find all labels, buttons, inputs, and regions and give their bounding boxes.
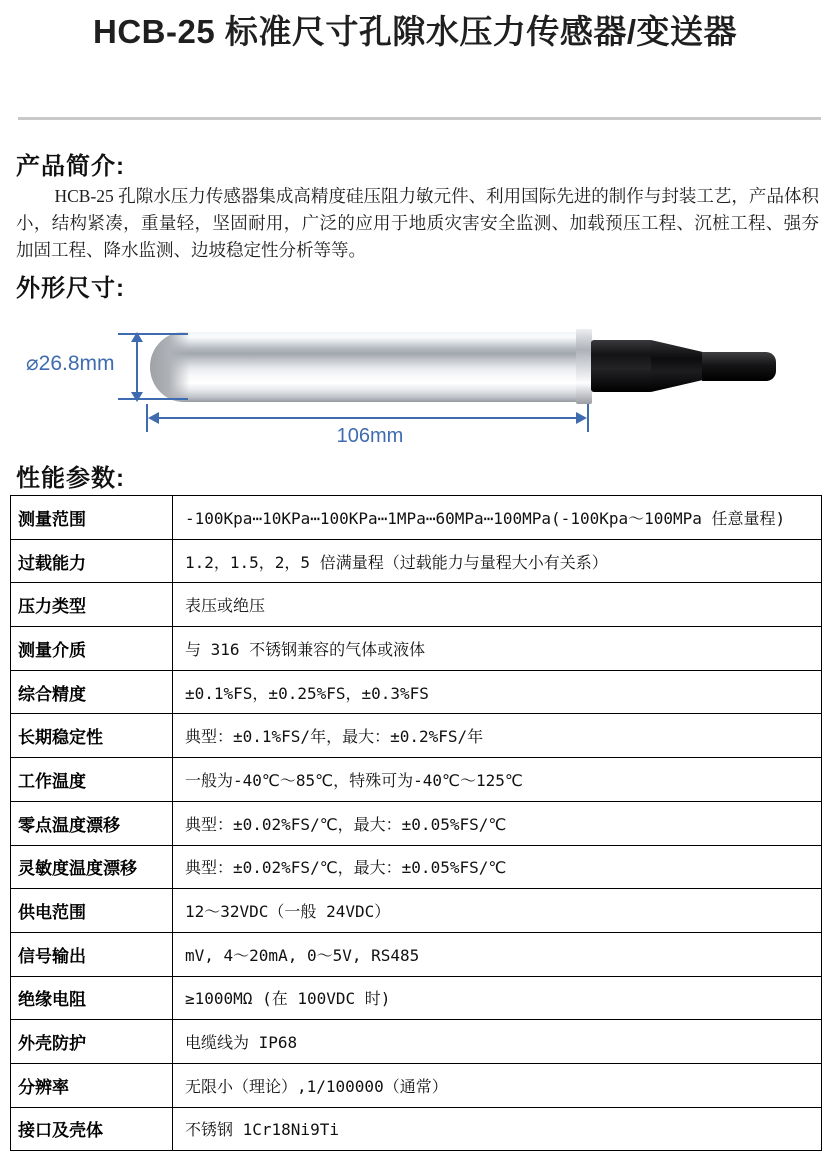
table-row xyxy=(11,1107,822,1151)
spec-label: 分辨率 xyxy=(11,1063,173,1107)
spec-value: 一般为-40℃～85℃，特殊可为-40℃～125℃ xyxy=(173,758,822,802)
table-row xyxy=(11,1063,822,1107)
cable-strain-relief xyxy=(651,340,705,392)
spec-label: 零点温度漂移 xyxy=(11,801,173,845)
spec-label: 信号输出 xyxy=(11,932,173,976)
cable xyxy=(702,352,776,381)
spec-value: 典型：±0.02%FS/℃，最大：±0.05%FS/℃ xyxy=(173,801,822,845)
table-row xyxy=(11,889,822,933)
intro-heading: 产品简介: xyxy=(16,153,125,180)
spec-value: ≥1000MΩ (在 100VDC 时) xyxy=(173,976,822,1020)
sensor-nose-cap xyxy=(150,332,192,402)
spec-label: 测量范围 xyxy=(11,496,173,540)
arrow-right-icon xyxy=(576,412,587,424)
spec-value: 电缆线为 IP68 xyxy=(173,1020,822,1064)
spec-value: 12～32VDC（一般 24VDC） xyxy=(173,889,822,933)
spec-value: 1.2，1.5，2，5 倍满量程（过载能力与量程大小有关系） xyxy=(173,539,822,583)
specs-heading: 性能参数: xyxy=(16,465,125,492)
spec-value: 表压或绝压 xyxy=(173,583,822,627)
extension-line-bottom xyxy=(118,398,188,400)
cable-gland xyxy=(591,340,653,392)
spec-value: mV, 4～20mA, 0～5V, RS485 xyxy=(173,932,822,976)
table-row xyxy=(11,670,822,714)
spec-value: 不锈钢 1Cr18Ni9Ti xyxy=(173,1107,822,1151)
spec-label: 工作温度 xyxy=(11,758,173,802)
sensor-end-ring xyxy=(576,329,592,404)
spec-value: 典型：±0.02%FS/℃，最大：±0.05%FS/℃ xyxy=(173,845,822,889)
table-row xyxy=(11,932,822,976)
table-row xyxy=(11,583,822,627)
table-row xyxy=(11,539,822,583)
table-row xyxy=(11,627,822,671)
arrow-up-icon xyxy=(131,332,143,342)
dimensions-heading: 外形尺寸: xyxy=(16,275,125,302)
table-row xyxy=(11,976,822,1020)
spec-label: 测量介质 xyxy=(11,627,173,671)
spec-value: 典型：±0.1%FS/年，最大：±0.2%FS/年 xyxy=(173,714,822,758)
page-title: HCB-25 标准尺寸孔隙水压力传感器/变送器 xyxy=(92,13,738,50)
spec-value: -100Kpa⋯10KPa⋯100KPa⋯1MPa⋯60MPa⋯100MPa(-100Kpa～100MPa 任意量程) xyxy=(173,496,822,540)
spec-label: 接口及壳体 xyxy=(11,1107,173,1151)
spec-value: ±0.1%FS，±0.25%FS，±0.3%FS xyxy=(173,670,822,714)
table-row xyxy=(11,758,822,802)
sensor-body-image xyxy=(150,332,578,402)
length-label: 106mm xyxy=(336,425,404,447)
spec-value: 无限小（理论）,1/100000（通常） xyxy=(173,1063,822,1107)
spec-label: 过载能力 xyxy=(11,539,173,583)
length-dimension-line xyxy=(154,417,582,419)
extension-line-top xyxy=(118,333,188,335)
arrow-down-icon xyxy=(131,392,143,402)
spec-label: 长期稳定性 xyxy=(11,714,173,758)
spec-label: 灵敏度温度漂移 xyxy=(11,845,173,889)
length-tick-right xyxy=(587,404,589,432)
table-row xyxy=(11,496,822,540)
diameter-dimension-line xyxy=(136,338,138,396)
spec-label: 供电范围 xyxy=(11,889,173,933)
table-row xyxy=(11,1020,822,1064)
spec-label: 外壳防护 xyxy=(11,1020,173,1064)
table-row xyxy=(11,845,822,889)
table-row xyxy=(11,801,822,845)
diameter-label: ⌀26.8mm xyxy=(26,352,115,375)
spec-table xyxy=(10,495,822,1151)
intro-paragraph: HCB-25 孔隙水压力传感器集成高精度硅压阻力敏元件、利用国际先进的制作与封装工艺，产品体积小，结构紧凑，重量轻，坚固耐用，广泛的应用于地质灾害安全监测、加载预压工程、沉桩工程、强夯加固工程、降水监测、边坡稳定性分析等等。 xyxy=(16,186,819,260)
arrow-left-icon xyxy=(148,412,159,424)
table-row xyxy=(11,714,822,758)
spec-value: 与 316 不锈钢兼容的气体或液体 xyxy=(173,627,822,671)
spec-label: 综合精度 xyxy=(11,670,173,714)
spec-label: 压力类型 xyxy=(11,583,173,627)
spec-label: 绝缘电阻 xyxy=(11,976,173,1020)
